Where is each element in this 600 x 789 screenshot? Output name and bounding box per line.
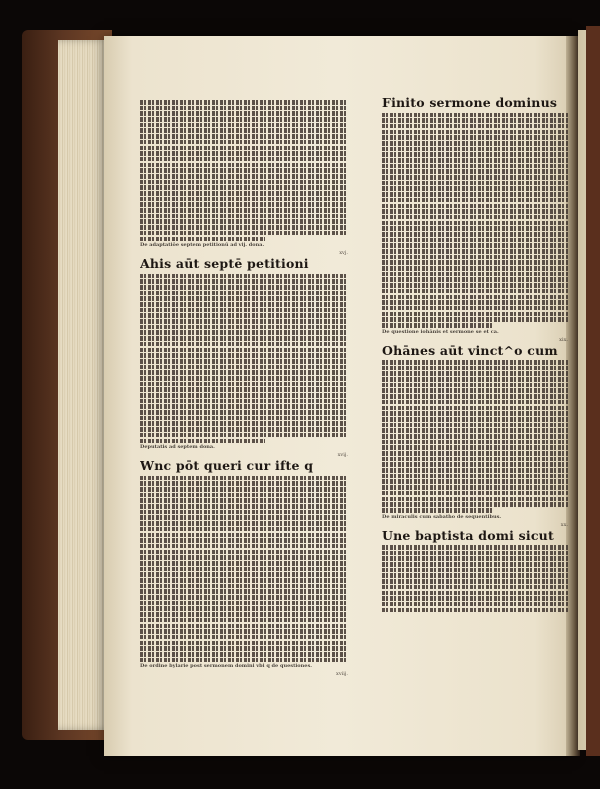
text-line [140, 476, 348, 481]
text-line [140, 646, 348, 651]
text-line [140, 376, 348, 381]
text-line [382, 551, 568, 556]
text-block [140, 100, 348, 241]
text-line [140, 296, 348, 301]
text-line [382, 440, 568, 445]
text-column-left [140, 100, 348, 680]
text-line [140, 550, 348, 555]
text-line [382, 411, 568, 416]
text-line [382, 164, 568, 169]
text-line [382, 451, 568, 456]
text-line [382, 243, 568, 248]
text-line [382, 377, 568, 382]
text-line [382, 366, 568, 371]
text-line [382, 383, 568, 388]
text-line [140, 421, 348, 426]
text-line [140, 219, 348, 224]
chapter-marker: xx. [560, 521, 568, 528]
section-heading: De miraculis cum sabatho de sequentibus. [382, 513, 502, 520]
text-line [382, 502, 568, 507]
text-line [140, 387, 348, 392]
text-line [140, 185, 348, 190]
text-line [140, 291, 348, 296]
text-line [140, 197, 348, 202]
text-line [382, 204, 568, 209]
text-line [382, 457, 568, 462]
text-line [140, 606, 348, 611]
text-line [382, 175, 568, 180]
text-line [382, 491, 568, 496]
section-heading: Ohānes aūt vinct^o cum [382, 342, 558, 358]
text-line [382, 360, 568, 365]
text-line [382, 135, 568, 140]
text-line [140, 279, 348, 284]
text-line [382, 474, 568, 479]
text-line [382, 300, 568, 305]
section-heading: De questione iohānis et sermone se et ca. [382, 328, 499, 335]
text-line [382, 226, 568, 231]
text-line [140, 191, 348, 196]
text-line [382, 400, 568, 405]
text-line [140, 427, 348, 432]
chapter-marker: xvj. [339, 250, 348, 257]
text-line [382, 428, 568, 433]
text-line [140, 174, 348, 179]
text-line [140, 117, 348, 122]
text-line [140, 128, 348, 133]
text-line [140, 595, 348, 600]
text-line [382, 289, 568, 294]
text-line [382, 479, 568, 484]
text-line [382, 198, 568, 203]
text-line [140, 353, 348, 358]
right-cover [586, 26, 600, 756]
text-line [382, 312, 568, 317]
text-line [140, 572, 348, 577]
text-line [382, 434, 568, 439]
text-line [140, 404, 348, 409]
text-line [140, 618, 348, 623]
text-line [382, 417, 568, 422]
text-line [140, 225, 348, 230]
text-line [382, 249, 568, 254]
text-line [140, 589, 348, 594]
text-line [140, 348, 348, 353]
text-line [140, 313, 348, 318]
text-line [382, 485, 568, 490]
text-line [382, 608, 568, 613]
text-line [382, 568, 568, 573]
text-line [140, 180, 348, 185]
text-line [382, 371, 568, 376]
text-line [140, 285, 348, 290]
text-line [140, 336, 348, 341]
text-line [382, 186, 568, 191]
text-line [382, 323, 494, 328]
text-line [382, 283, 568, 288]
text-line [140, 433, 348, 438]
text-line [140, 359, 348, 364]
text-line [140, 325, 348, 330]
text-line [382, 272, 568, 277]
text-line [140, 624, 348, 629]
text-line [140, 399, 348, 404]
text-line [140, 544, 348, 549]
text-line [140, 410, 348, 415]
text-line [382, 130, 568, 135]
text-line [382, 295, 568, 300]
text-line [140, 658, 348, 663]
text-line [140, 202, 348, 207]
text-line [382, 596, 568, 601]
section-heading: Wnc pōt queri cur ifte q [140, 458, 314, 474]
text-line [382, 406, 568, 411]
text-line [140, 635, 348, 640]
text-line [140, 515, 348, 520]
text-line [382, 152, 568, 157]
text-line [382, 209, 568, 214]
text-line [382, 556, 568, 561]
section-heading: Finito sermone dominus [382, 95, 558, 110]
section-heading: Deputatis ad septem dona. [140, 444, 215, 451]
text-line [140, 527, 348, 532]
text-line [140, 561, 348, 566]
text-line [140, 100, 348, 105]
text-line [140, 555, 348, 560]
text-line [140, 308, 348, 313]
text-line [140, 629, 348, 634]
text-line [140, 510, 348, 515]
text-line [382, 238, 568, 243]
text-line [140, 274, 348, 279]
text-line [382, 573, 568, 578]
text-line [382, 113, 568, 118]
text-line [382, 562, 568, 567]
section-heading: Ahis aūt septē petitioni [140, 256, 309, 272]
text-line [140, 493, 348, 498]
text-line [382, 306, 568, 311]
chapter-marker: xix. [559, 336, 568, 343]
text-line [140, 342, 348, 347]
section-heading: Une baptista domi sicut [382, 527, 554, 543]
text-line [140, 370, 348, 375]
text-line [140, 538, 348, 543]
text-line [382, 508, 494, 513]
text-line [140, 487, 348, 492]
text-line [140, 641, 348, 646]
text-column-right [382, 95, 568, 655]
text-line [140, 578, 348, 583]
text-block [140, 476, 348, 663]
text-line [140, 393, 348, 398]
text-line [382, 158, 568, 163]
text-line [140, 382, 348, 387]
text-line [140, 123, 348, 128]
text-line [140, 111, 348, 116]
text-line [382, 468, 568, 473]
text-line [140, 231, 348, 236]
text-line [382, 277, 568, 282]
text-line [140, 214, 348, 219]
text-block [382, 360, 568, 512]
text-line [140, 365, 348, 370]
text-line [382, 255, 568, 260]
text-line [382, 545, 568, 550]
text-line [140, 168, 348, 173]
text-line [382, 602, 568, 607]
text-line [140, 134, 348, 139]
text-line [382, 388, 568, 393]
text-line [140, 140, 348, 145]
text-line [382, 169, 568, 174]
text-block [382, 545, 568, 612]
text-line [140, 319, 348, 324]
text-line [140, 533, 348, 538]
text-line [140, 302, 348, 307]
text-line [382, 147, 568, 152]
text-line [140, 416, 348, 421]
text-line [382, 266, 568, 271]
text-line [382, 260, 568, 265]
section-heading: De adaptatiōe septem petitionū ad vij. dona. [140, 242, 265, 249]
text-line [382, 445, 568, 450]
text-line [382, 585, 568, 590]
text-line [382, 181, 568, 186]
text-line [382, 462, 568, 467]
text-line [382, 215, 568, 220]
text-line [382, 394, 568, 399]
text-line [382, 141, 568, 146]
text-line [382, 579, 568, 584]
text-line [140, 237, 265, 242]
text-line [140, 504, 348, 509]
text-block [140, 274, 348, 444]
text-line [140, 481, 348, 486]
text-line [140, 146, 348, 151]
text-line [382, 423, 568, 428]
text-line [140, 439, 265, 444]
text-line [140, 601, 348, 606]
text-line [382, 591, 568, 596]
text-line [382, 192, 568, 197]
text-line [140, 208, 348, 213]
text-line [382, 221, 568, 226]
text-line [140, 498, 348, 503]
text-line [140, 157, 348, 162]
text-line [140, 584, 348, 589]
text-line [140, 330, 348, 335]
text-line [382, 317, 568, 322]
chapter-marker: xvij. [337, 452, 348, 459]
text-line [140, 567, 348, 572]
closing-line: De ordine bylarie post sermonem domini vbi q de questiones. [140, 663, 313, 670]
text-line [382, 124, 568, 129]
text-line [382, 232, 568, 237]
chapter-marker: xviij. [336, 671, 348, 678]
text-line [140, 106, 348, 111]
text-line [140, 163, 348, 168]
text-line [140, 652, 348, 657]
text-block [382, 113, 568, 328]
text-line [140, 521, 348, 526]
text-line [140, 151, 348, 156]
text-line [382, 118, 568, 123]
text-line [382, 497, 568, 502]
text-line [140, 612, 348, 617]
